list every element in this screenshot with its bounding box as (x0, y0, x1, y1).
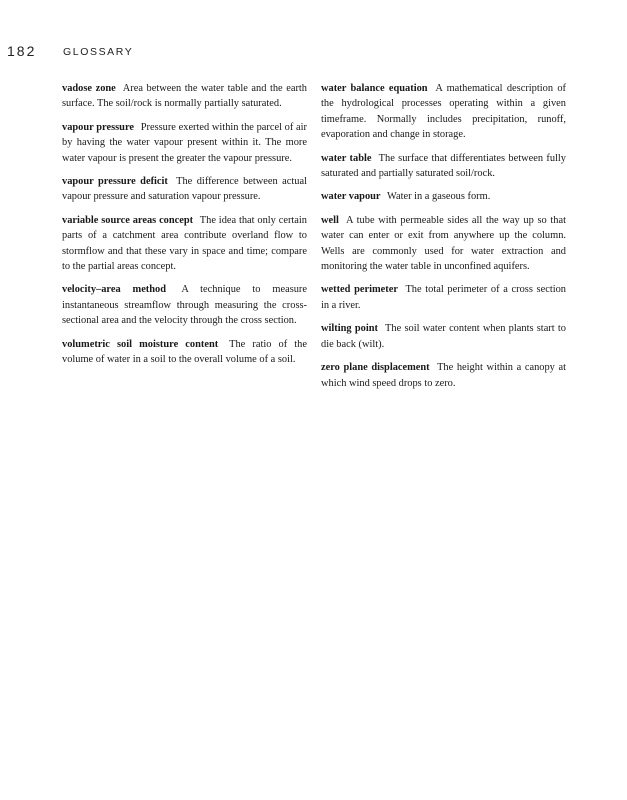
glossary-term: variable source areas concept (62, 214, 194, 226)
glossary-term: well (321, 214, 339, 226)
glossary-column-right (321, 81, 566, 399)
glossary-entry (62, 120, 307, 166)
glossary-definition: A mathematical description of the hydrological processes operating within a given timeframe. Normally includes precipitation, runoff, evaporation and change in storage. (321, 83, 566, 141)
glossary-definition: The total perimeter of a cross section in a river. (321, 284, 566, 311)
glossary-term: zero plane displacement (321, 362, 430, 374)
glossary-definition: The ratio of the volume of water in a soil to the overall volume of a soil. (62, 338, 307, 366)
glossary-definition: The height within a canopy at which wind speed drops to zero. (321, 362, 566, 389)
glossary-term: wetted perimeter (321, 284, 398, 296)
glossary-term: water table (321, 152, 372, 164)
glossary-entry (321, 151, 566, 182)
glossary-definition: The idea that only certain parts of a catchment area contribute overland flow to stormflow and that these vary in space and time; compare to the partial areas concept. (62, 214, 307, 273)
glossary-entry (321, 321, 566, 352)
running-head: GLOSSARY (63, 46, 134, 58)
glossary-definition: A technique to measure instantaneous streamflow through measuring the cross-sectional area and the velocity through the cross section. (62, 284, 307, 327)
glossary-entry (321, 81, 566, 143)
glossary-entry (321, 189, 566, 204)
glossary-entry (62, 213, 307, 275)
glossary-term: velocity–area method (62, 284, 167, 296)
glossary-term: water vapour (321, 191, 381, 203)
glossary-definition: Pressure exerted within the parcel of air by having the water vapour present within it. The more water vapour is present the greater the vapour pressure. (62, 121, 307, 164)
glossary-term: vapour pressure deficit (62, 176, 168, 188)
glossary-term: volumetric soil moisture content (62, 338, 219, 350)
glossary-term: vadose zone (62, 83, 116, 94)
glossary-entry (62, 282, 307, 328)
glossary-definition: The soil water content when plants start to die back (wilt). (321, 323, 566, 350)
glossary-definition: Water in a gaseous form. (386, 191, 491, 203)
glossary-definition: Area between the water table and the earth surface. The soil/rock is normally partially saturated. (62, 83, 307, 110)
glossary-entry (321, 360, 566, 391)
glossary-entry (62, 81, 307, 112)
glossary-definition: A tube with permeable sides all the way up so that water can enter or exit from anywhere up the column. Wells are commonly used for water extraction and monitoring the water table in unconfined aquifers. (321, 214, 567, 273)
glossary-column-left (62, 81, 307, 376)
glossary-entry (62, 337, 307, 368)
glossary-entry (321, 282, 566, 313)
glossary-entry (62, 174, 307, 205)
glossary-term: wilting point (321, 323, 378, 335)
page-number: 182 (7, 43, 37, 59)
glossary-definition: The surface that differentiates between fully saturated and partially saturated soil/rock. (321, 152, 566, 180)
glossary-term: water balance equation (321, 83, 428, 94)
glossary-entry (321, 213, 566, 275)
glossary-definition: The difference between actual vapour pressure and saturation vapour pressure. (62, 176, 307, 203)
glossary-term: vapour pressure (62, 121, 134, 133)
